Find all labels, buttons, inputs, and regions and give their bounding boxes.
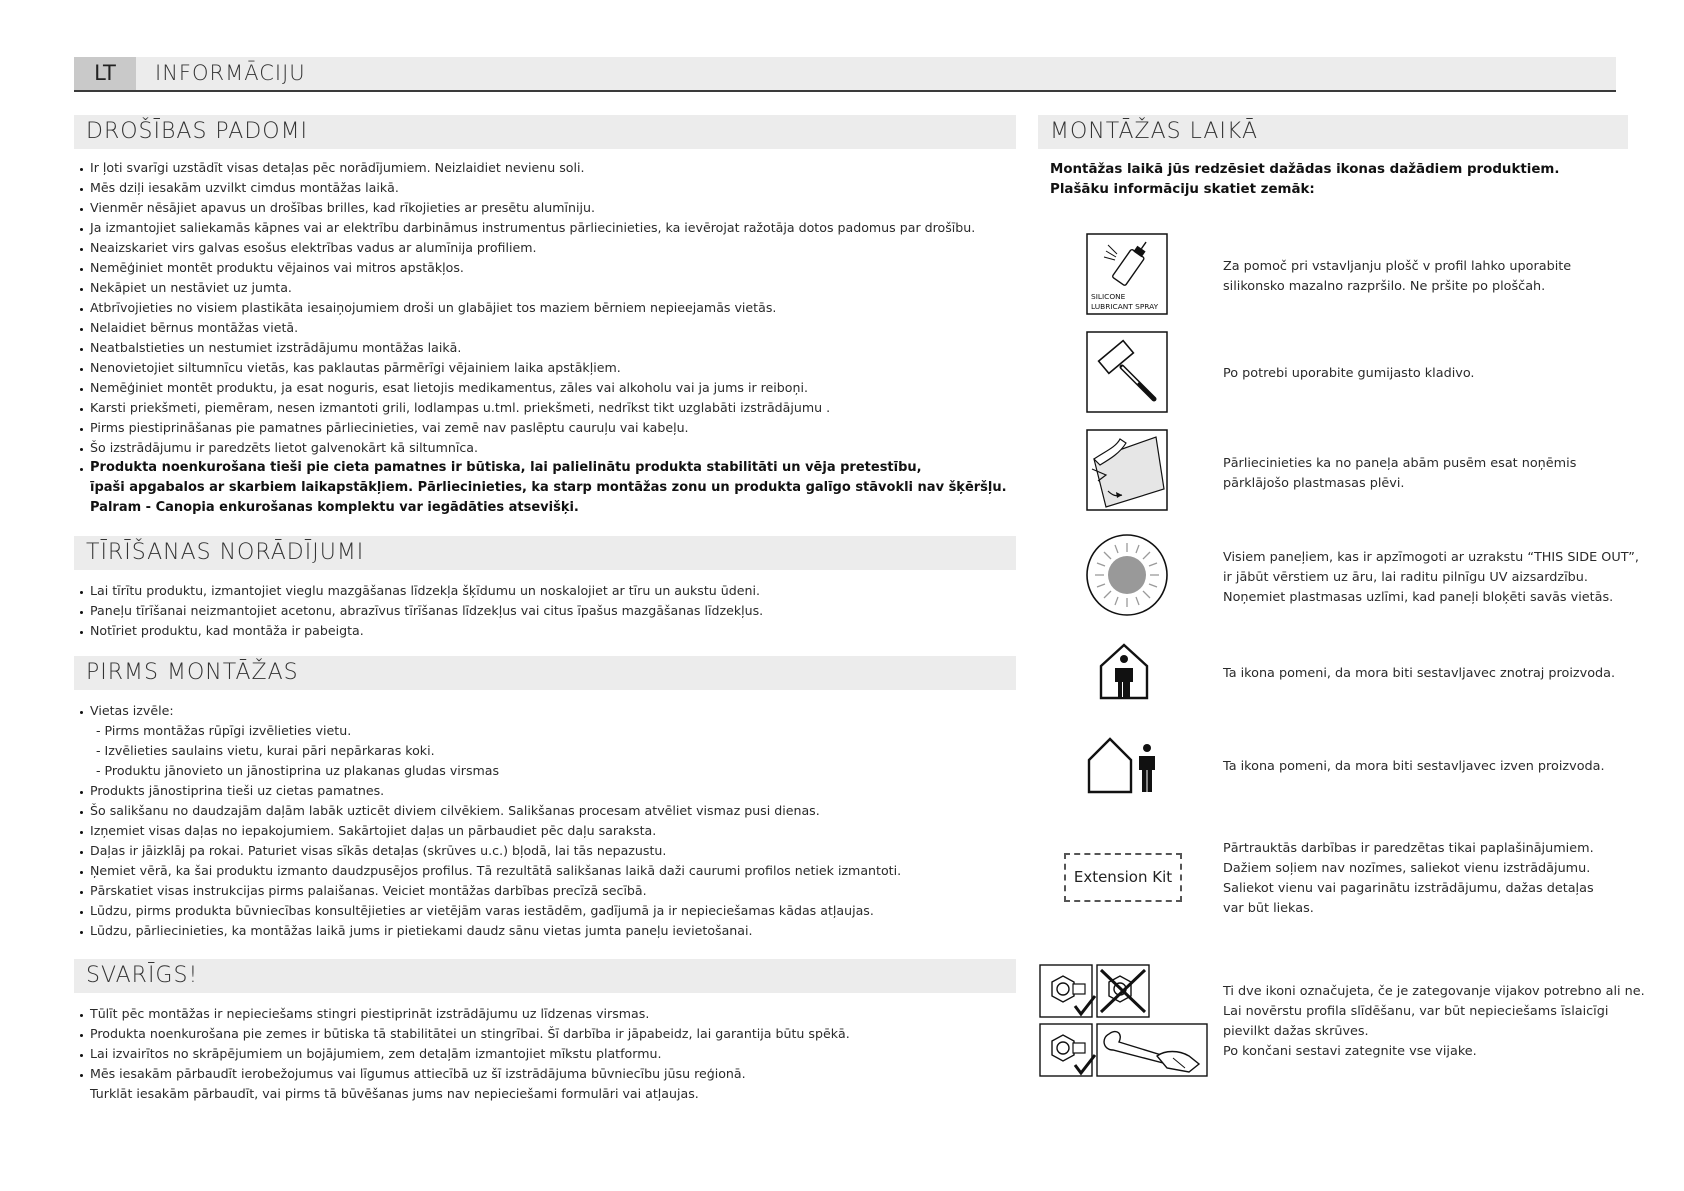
screw-tightening-icon <box>1039 964 1209 1082</box>
list-item: Atbrīvojieties no visiem plastikāta iesaiņojumiem droši un glabājiet tos maziem bērniem nepieejamās vietās. <box>80 298 1007 318</box>
anchoring-note-line: īpaši apgabalos ar skarbiem laikapstākļiem. Pārliecinieties, ka starp montāžas zonu un produkta galīgo stāvokli nav šķēršļu. <box>90 480 1007 495</box>
assemble-outside-icon <box>1086 736 1158 798</box>
assemble-inside-icon <box>1098 642 1150 704</box>
uv-sun-icon <box>1086 534 1168 620</box>
silicone-spray-icon <box>1086 233 1168 319</box>
important-heading: SVARĪGS! <box>74 959 1016 993</box>
page-header <box>74 57 1616 92</box>
list-item: Nemēģiniet montēt produktu, ja esat noguris, esat lietojis medikamentus, zāles vai alkoholu vai ja jums ir reiboņi. <box>80 378 1007 398</box>
list-subitem: - Pirms montāžas rūpīgi izvēlieties vietu. <box>96 723 352 738</box>
list-item: Notīriet produktu, kad montāža ir pabeigta. <box>80 621 763 641</box>
list-item: Mēs iesakām pārbaudīt ierobežojumus vai līgumus attiecībā uz šī izstrādājuma būvniecību jūsu reģionā. <box>80 1064 850 1084</box>
peel-film-description: Pārliecinieties ka no paneļa abām pusēm esat noņēmis pārklājošo plastmasas plēvi. <box>1223 456 1577 491</box>
extension-kit-icon: Extension Kit <box>1064 853 1182 902</box>
list-item: Nenovietojiet siltumnīcu vietās, kas paklautas pārmērīgi vējainiem laika apstākļiem. <box>80 358 1007 378</box>
list-item: Izņemiet visas daļas no iepakojumiem. Sakārtojiet daļas un pārbaudiet pēc daļu saraksta. <box>80 821 901 841</box>
safety-list <box>80 158 1007 518</box>
cleaning-heading: TĪRĪŠANAS NORĀDĪJUMI <box>74 536 1016 570</box>
list-item: Neatbalstieties un nestumiet izstrādājumu montāžas laikā. <box>80 338 1007 358</box>
list-item: Vienmēr nēsājiet apavus un drošības brilles, kad rīkojieties ar presētu alumīniju. <box>80 198 1007 218</box>
language-badge: LT <box>74 57 136 90</box>
extension-kit-description: Pārtrauktās darbības ir paredzētas tikai paplašinājumiem. Dažiem soļiem nav nozīmes, saliekot vienu izstrādājumu. Saliekot vienu vai pagarinātu izstrādājumu, dažas detaļas var būt liekas. <box>1223 841 1594 916</box>
list-item: Tūlīt pēc montāžas ir nepieciešams stingri piestiprināt izstrādājumu uz līdzenas virsmas. <box>80 1004 850 1024</box>
icons-intro <box>1050 160 1559 200</box>
list-item: Mēs dziļi iesakām uzvilkt cimdus montāžas laikā. <box>80 178 1007 198</box>
screw-tightening-description: Ti dve ikoni označujeta, če je zategovanje vijakov potrebno ali ne. Lai novērstu profila slīdēšanu, var būt nepieciešams īslaicīgi pievilkt dažas skrūves. Po končani sestavi zategnite vse vijake. <box>1223 984 1645 1059</box>
rubber-mallet-description: Po potrebi uporabite gumijasto kladivo. <box>1223 366 1475 381</box>
assemble-inside-description: Ta ikona pomeni, da mora biti sestavljavec znotraj proizvoda. <box>1223 666 1616 681</box>
important-list <box>80 1004 850 1104</box>
list-item: Pirms piestiprināšanas pie pamatnes pārliecinieties, vai zemē nav paslēptu cauruļu vai kabeļu. <box>80 418 1007 438</box>
cleaning-list <box>80 581 763 641</box>
assemble-outside-description: Ta ikona pomeni, da mora biti sestavljavec izven proizvoda. <box>1223 759 1605 774</box>
anchoring-note: Produkta noenkurošana tieši pie cieta pamatnes ir būtiska, lai palielinātu produkta stabilitāti un vēja pretestību, <box>80 458 1007 478</box>
intro-line: Montāžas laikā jūs redzēsiet dažādas ikonas dažādiem produktiem. <box>1050 162 1560 177</box>
uv-sun-description: Visiem paneļiem, kas ir apzīmogoti ar uzrakstu “THIS SIDE OUT”, ir jābūt vērstiem uz āru, lai raditu pilnīgu UV aizsardzību. Noņemiet plastmasas uzlīmi, kad paneļi bloķēti savās vietās. <box>1223 550 1639 605</box>
list-item: Daļas ir jāizklāj pa rokai. Paturiet visas sīkās detaļas (skrūves u.c.) bļodā, lai tās nepazustu. <box>80 841 901 861</box>
spray-label-line: LUBRICANT SPRAY <box>1091 302 1159 311</box>
list-item: Pārskatiet visas instrukcijas pirms palaišanas. Veiciet montāžas darbības precīzā secībā. <box>80 881 901 901</box>
spray-label-line: SILICONE <box>1091 292 1126 301</box>
intro-line: Plašāku informāciju skatiet zemāk: <box>1050 182 1315 197</box>
peel-film-icon <box>1086 429 1168 515</box>
list-item: Ņemiet vērā, ka šai produktu izmanto daudzpusējos profilus. Tā rezultātā salikšanas laikā daži caurumi profilos netiek izmantoti. <box>80 861 901 881</box>
list-item: Lai tīrītu produktu, izmantojiet vieglu mazgāšanas līdzekļa šķīdumu un noskalojiet ar tīru un aukstu ūdeni. <box>80 581 763 601</box>
list-item: Neaizskariet virs galvas esošus elektrības vadus ar alumīnija profiliem. <box>80 238 1007 258</box>
anchoring-note-line: Palram - Canopia enkurošanas komplektu var iegādāties atsevišķi. <box>90 500 579 515</box>
list-item: Nemēģiniet montēt produktu vējainos vai mitros apstākļos. <box>80 258 1007 278</box>
list-item: Vietas izvēle: <box>80 701 901 721</box>
list-item: Ja izmantojiet saliekamās kāpnes vai ar elektrību darbināmus instrumentus pārliecinieties, ka ievērojat ražotāja dotos padomus par drošību. <box>80 218 1007 238</box>
list-item: Šo salikšanu no daudzajām daļām labāk uzticēt diviem cilvēkiem. Salikšanas procesam atvēliet vismaz pusi dienas. <box>80 801 901 821</box>
safety-heading: DROŠĪBAS PADOMI <box>74 115 1016 149</box>
list-item: Nelaidiet bērnus montāžas vietā. <box>80 318 1007 338</box>
list-subitem: - Izvēlieties saulains vietu, kurai pāri nepārkaras koki. <box>96 743 435 758</box>
list-item: Karsti priekšmeti, piemēram, nesen izmantoti grili, lodlampas u.tml. priekšmeti, nedrīkst tikt uzglabāti izstrādājumu . <box>80 398 1007 418</box>
list-item: Lai izvairītos no skrāpējumiem un bojājumiem, zem detaļām izmantojiet mīkstu platformu. <box>80 1044 850 1064</box>
list-item: Lūdzu, pirms produkta būvniecības konsultējieties ar vietējām varas iestādēm, gadījumā ja ir nepieciešamas kādas atļaujas. <box>80 901 901 921</box>
silicone-spray-description: Za pomoč pri vstavljanju plošč v profil lahko uporabite silikonsko mazalno razpršilo. Ne pršite po ploščah. <box>1223 259 1572 294</box>
during-assembly-heading: MONTĀŽAS LAIKĀ <box>1038 115 1628 149</box>
list-item: Lūdzu, pārliecinieties, ka montāžas laikā jums ir pietiekami daudz sānu vietas jumta paneļu ievietošanai. <box>80 921 901 941</box>
rubber-mallet-icon <box>1086 331 1168 417</box>
list-item: Produkts jānostiprina tieši uz cietas pamatnes. <box>80 781 901 801</box>
list-item: Šo izstrādājumu ir paredzēts lietot galvenokārt kā siltumnīca. <box>80 438 1007 458</box>
list-item-continuation: Turklāt iesakām pārbaudīt, vai pirms tā būvēšanas jums nav nepieciešami formulāri vai atļaujas. <box>90 1086 699 1101</box>
list-item: Ir ļoti svarīgi uzstādīt visas detaļas pēc norādījumiem. Neizlaidiet nevienu soli. <box>80 158 1007 178</box>
list-item: Paneļu tīrīšanai neizmantojiet acetonu, abrazīvus tīrīšanas līdzekļus vai citus īpašus mazgāšanas līdzekļus. <box>80 601 763 621</box>
list-item: Produkta noenkurošana pie zemes ir būtiska tā stabilitātei un stingrībai. Šī darbība ir jāpabeidz, lai garantija būtu spēkā. <box>80 1024 850 1044</box>
list-subitem: - Produktu jānovieto un jānostiprina uz plakanas gludas virsmas <box>96 763 500 778</box>
before-assembly-heading: PIRMS MONTĀŽAS <box>74 656 1016 690</box>
list-item: Nekāpiet un nestāviet uz jumta. <box>80 278 1007 298</box>
before-assembly-list <box>80 701 901 941</box>
page-title: INFORMĀCIJU <box>155 61 306 85</box>
